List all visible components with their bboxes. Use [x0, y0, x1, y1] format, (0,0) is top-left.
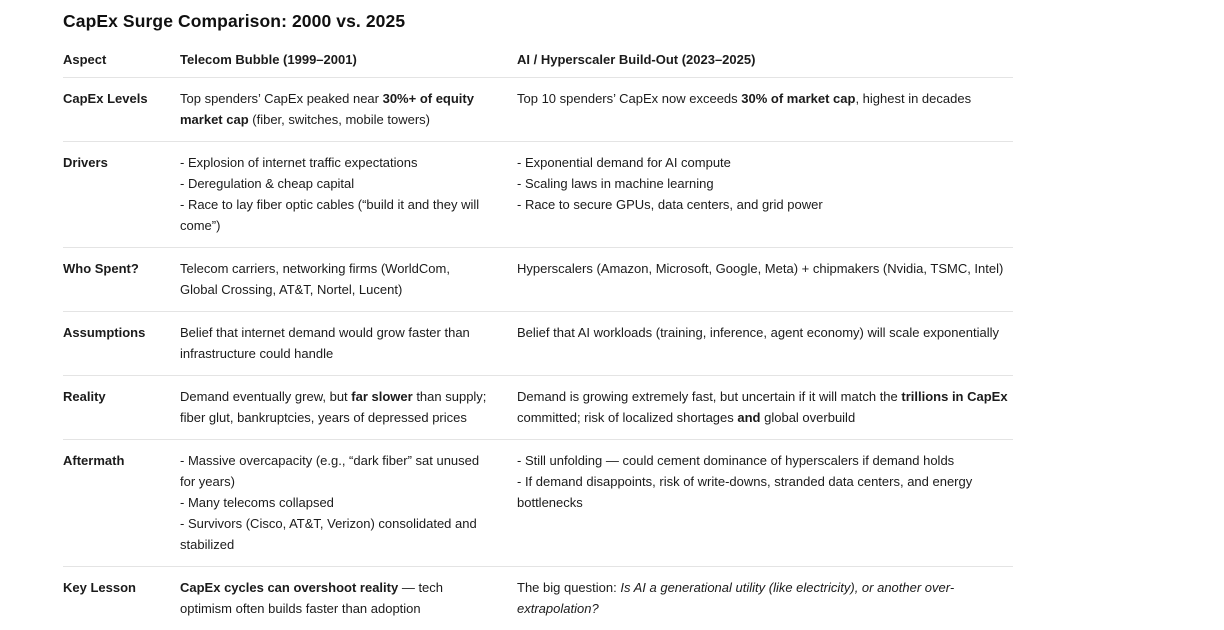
telecom-cell: [180, 312, 517, 375]
bold-text: 30%+ of equity market cap: [180, 91, 474, 127]
table-row: [63, 312, 1013, 376]
text-segment: - If demand disappoints, risk of write-downs, stranded data centers, and energy bottlenecks: [517, 474, 973, 510]
text-line: [63, 88, 152, 109]
ai-cell: [517, 248, 1013, 311]
text-line: [63, 258, 152, 279]
bold-text: far slower: [351, 389, 413, 404]
text-line: [517, 173, 1011, 194]
text-line: [63, 450, 152, 471]
text-segment: - Explosion of internet traffic expectations: [180, 155, 418, 170]
table-header-row: [63, 45, 1013, 78]
telecom-cell: [180, 142, 517, 247]
text-segment: Belief that AI workloads (training, inference, agent economy) will scale exponentially: [517, 325, 999, 340]
ai-cell: [517, 142, 1013, 247]
text-segment: - Scaling laws in machine learning: [517, 176, 714, 191]
text-line: [517, 471, 1011, 513]
text-segment: global overbuild: [760, 410, 856, 425]
text-line: [517, 386, 1011, 428]
aspect-cell: [63, 376, 180, 439]
column-header-ai: AI / Hyperscaler Build-Out (2023–2025): [517, 52, 756, 67]
text-line: [180, 88, 489, 130]
bold-text: trillions in CapEx: [901, 389, 1008, 404]
bold-text: Reality: [63, 389, 106, 404]
text-line: [180, 152, 489, 173]
bold-text: CapEx Levels: [63, 91, 148, 106]
text-line: [63, 322, 152, 343]
text-line: [180, 258, 489, 300]
text-line: [180, 194, 489, 236]
text-segment: - Deregulation & cheap capital: [180, 176, 355, 191]
aspect-cell: [63, 567, 180, 630]
bold-text: Assumptions: [63, 325, 146, 340]
text-segment: The big question:: [517, 580, 621, 595]
text-line: [517, 322, 1011, 343]
text-line: [180, 450, 489, 492]
text-segment: Hyperscalers (Amazon, Microsoft, Google, Meta) + chipmakers (Nvidia, TSMC, Intel): [517, 261, 1004, 276]
text-line: [517, 450, 1011, 471]
telecom-cell: [180, 78, 517, 141]
bold-text: Who Spent?: [63, 261, 139, 276]
text-segment: - Race to lay fiber optic cables (“build it and they will come”): [180, 197, 480, 233]
text-segment: — tech optimism often builds faster than adoption: [180, 580, 444, 616]
column-header-telecom: Telecom Bubble (1999–2001): [180, 52, 357, 67]
page-title: CapEx Surge Comparison: 2000 vs. 2025: [63, 11, 406, 31]
text-line: [63, 386, 152, 407]
text-line: [517, 88, 1011, 109]
aspect-cell: [63, 78, 180, 141]
text-line: [517, 194, 1011, 215]
table-row: [63, 376, 1013, 440]
ai-cell: [517, 376, 1013, 439]
text-line: [180, 513, 489, 555]
bold-text: Drivers: [63, 155, 108, 170]
text-segment: - Massive overcapacity (e.g., “dark fiber” sat unused for years): [180, 453, 480, 489]
text-line: [180, 322, 489, 364]
text-line: [517, 258, 1011, 279]
bold-text: Aftermath: [63, 453, 125, 468]
text-line: [180, 386, 489, 428]
text-segment: committed; risk of localized shortages: [517, 410, 738, 425]
telecom-cell: [180, 248, 517, 311]
text-segment: Telecom carriers, networking firms (WorldCom, Global Crossing, AT&T, Nortel, Lucent): [180, 261, 450, 297]
text-segment: Demand is growing extremely fast, but uncertain if it will match the: [517, 389, 902, 404]
table-row: [63, 440, 1013, 567]
text-line: [180, 577, 489, 619]
italic-text: Is AI a generational utility (like electricity), or another over-extrapolation?: [517, 580, 955, 616]
text-segment: - Exponential demand for AI compute: [517, 155, 731, 170]
text-line: [63, 577, 152, 598]
ai-cell: [517, 440, 1013, 566]
aspect-cell: [63, 248, 180, 311]
ai-cell: [517, 78, 1013, 141]
comparison-table: [63, 45, 1013, 630]
bold-text: and: [737, 410, 761, 425]
text-segment: Top 10 spenders’ CapEx now exceeds: [517, 91, 742, 106]
text-segment: (fiber, switches, mobile towers): [248, 112, 430, 127]
telecom-cell: [180, 376, 517, 439]
bold-text: 30% of market cap: [741, 91, 856, 106]
text-segment: , highest in decades: [855, 91, 972, 106]
text-line: [180, 173, 489, 194]
text-segment: than supply; fiber glut, bankruptcies, years of depressed prices: [180, 389, 487, 425]
text-line: [517, 577, 1011, 619]
column-header-aspect: Aspect: [63, 52, 107, 67]
table-body: [63, 78, 1013, 630]
text-segment: Top spenders’ CapEx peaked near: [180, 91, 383, 106]
text-line: [180, 492, 489, 513]
telecom-cell: [180, 440, 517, 566]
text-line: [517, 152, 1011, 173]
bold-text: Key Lesson: [63, 580, 136, 595]
ai-cell: [517, 567, 1013, 630]
text-segment: - Survivors (Cisco, AT&T, Verizon) consolidated and stabilized: [180, 516, 477, 552]
aspect-cell: [63, 142, 180, 247]
aspect-cell: [63, 312, 180, 375]
bold-text: CapEx cycles can overshoot reality: [180, 580, 399, 595]
text-segment: Belief that internet demand would grow faster than infrastructure could handle: [180, 325, 470, 361]
table-row: [63, 142, 1013, 248]
text-segment: - Many telecoms collapsed: [180, 495, 334, 510]
aspect-cell: [63, 440, 180, 566]
text-line: [63, 152, 152, 173]
text-segment: Demand eventually grew, but: [180, 389, 352, 404]
table-row: [63, 78, 1013, 142]
text-segment: - Race to secure GPUs, data centers, and grid power: [517, 197, 823, 212]
ai-cell: [517, 312, 1013, 375]
table-row: [63, 567, 1013, 630]
text-segment: - Still unfolding — could cement dominance of hyperscalers if demand holds: [517, 453, 955, 468]
table-row: [63, 248, 1013, 312]
telecom-cell: [180, 567, 517, 630]
